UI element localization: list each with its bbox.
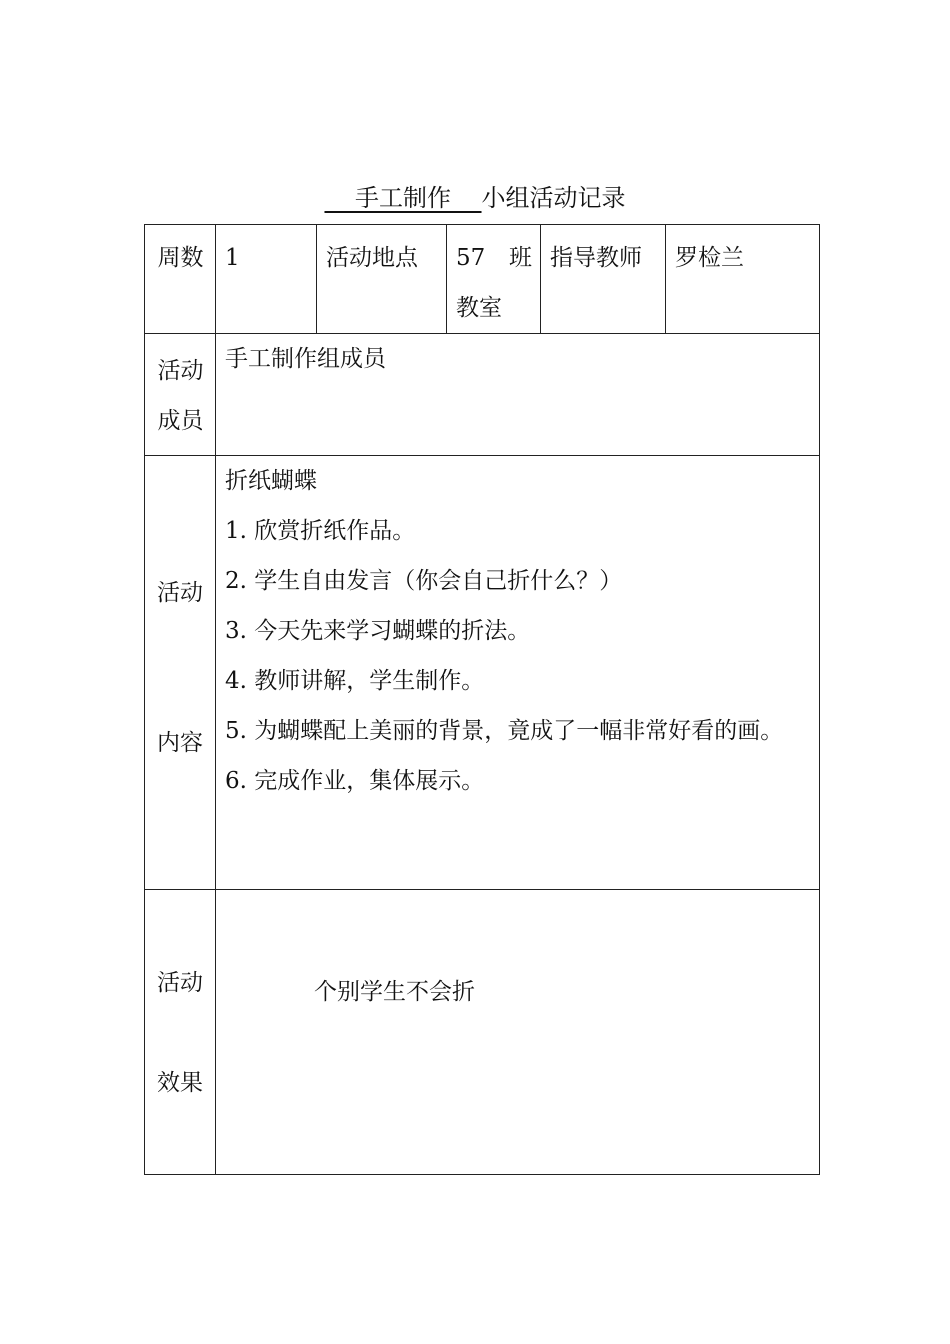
effect-value: 个别学生不会折 [314, 979, 475, 1005]
content-step: 4. 教师讲解，学生制作。 [225, 668, 485, 694]
content-step: 3. 今天先来学习蝴蝶的折法。 [225, 618, 531, 644]
location-value-cell [447, 225, 541, 334]
week-label: 周数 [157, 245, 204, 271]
header-row [145, 225, 820, 334]
effect-label-cell [145, 890, 216, 1175]
location-label-cell [317, 225, 447, 334]
members-label [145, 334, 215, 446]
location-value [447, 225, 540, 333]
content-label-cell [145, 456, 216, 890]
content-label-line2: 内容 [157, 730, 203, 756]
members-label-cell [145, 334, 216, 456]
members-value: 手工制作组成员 [225, 346, 386, 372]
page-title [0, 180, 950, 216]
content-row [145, 456, 820, 890]
content-step: 1. 欣赏折纸作品。 [225, 518, 416, 544]
members-label-line1: 活动 [157, 358, 204, 384]
effect-row [145, 890, 820, 1175]
members-row [145, 334, 820, 456]
content-step: 2. 学生自由发言（你会自己折什么？） [225, 568, 623, 594]
content-value-cell [216, 456, 820, 890]
effect-label-line1: 活动 [157, 970, 203, 996]
week-value-cell [216, 225, 317, 334]
content-step: 5. 为蝴蝶配上美丽的背景，竟成了一幅非常好看的画。 [225, 718, 784, 744]
title-rest: 小组活动记录 [481, 184, 626, 212]
teacher-label-cell [541, 225, 666, 334]
teacher-value-cell [666, 225, 820, 334]
effect-value-cell [216, 890, 820, 1175]
content-label-line1: 活动 [157, 580, 203, 606]
location-label: 活动地点 [326, 245, 418, 271]
effect-label-line2: 效果 [157, 1070, 203, 1096]
teacher-label: 指导教师 [550, 245, 642, 271]
content-body [216, 456, 819, 806]
content-step: 6. 完成作业，集体展示。 [225, 768, 485, 794]
teacher-value: 罗检兰 [675, 245, 744, 271]
title-underlined-topic: 手工制作 [355, 184, 451, 212]
content-label [145, 456, 215, 889]
week-label-cell [145, 225, 216, 334]
content-heading: 折纸蝴蝶 [225, 468, 317, 494]
location-value-class-number: 57 [456, 245, 486, 271]
location-value-room: 教室 [456, 295, 502, 321]
activity-record-table [144, 224, 820, 1175]
effect-value-box [216, 890, 819, 1174]
week-value: 1 [225, 245, 240, 271]
effect-label [145, 890, 215, 1174]
members-value-cell [216, 334, 820, 456]
location-value-class-word: 班 [509, 245, 532, 271]
members-label-line2: 成员 [157, 408, 204, 434]
content-steps-list [225, 506, 811, 806]
